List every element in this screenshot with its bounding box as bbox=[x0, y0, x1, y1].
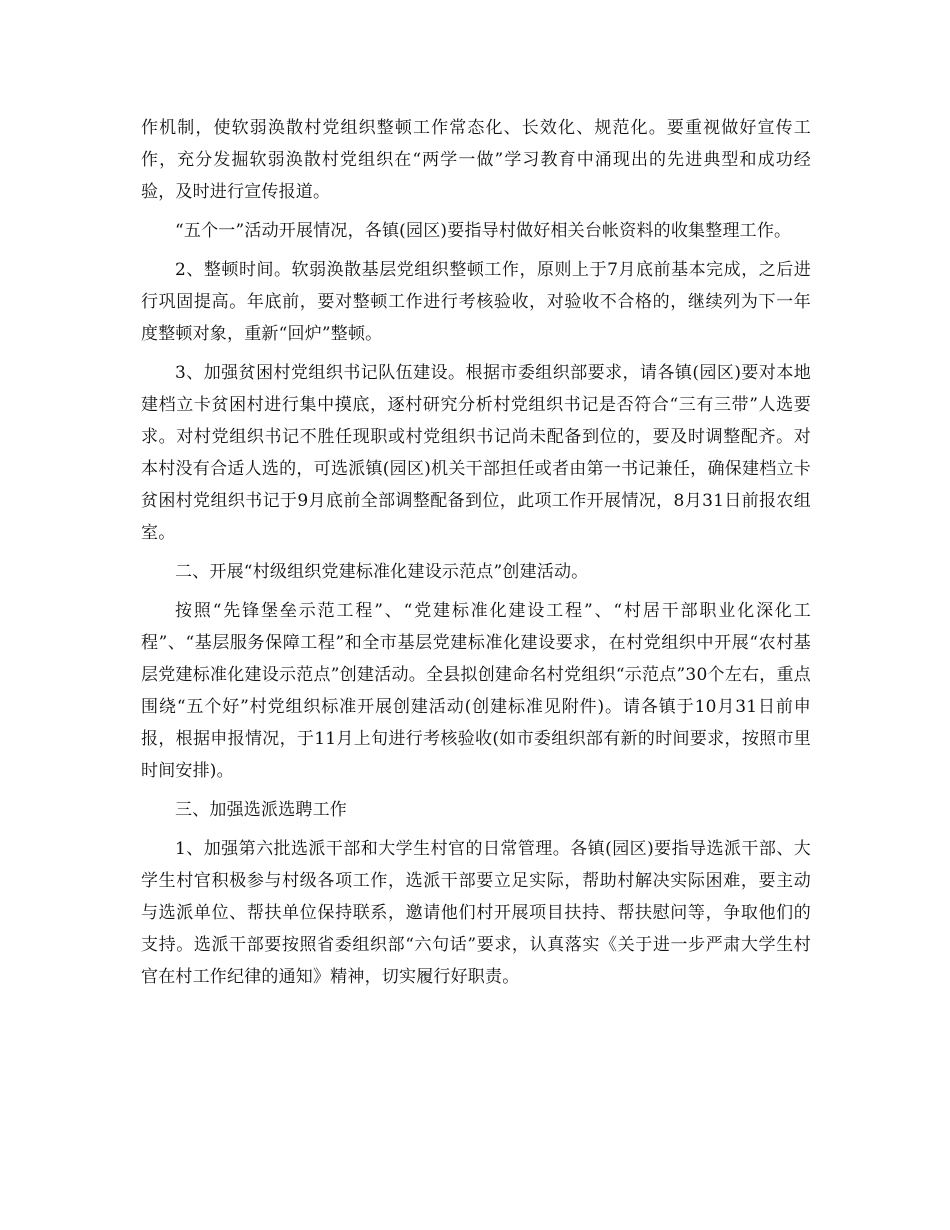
section-heading-demonstration: 二、开展“村级组织党建标准化建设示范点”创建活动。 bbox=[175, 562, 589, 582]
paragraph-continuation: 作机制，使软弱涣散村党组织整顿工作常态化、长效化、规范化。要重视做好宣传工作，充分发掘软弱涣散村党组织在“两学一做”学习教育中涌现出的先进典型和成功经验，及时进行宣传报道。 bbox=[141, 118, 811, 202]
paragraph-rectification-time: 2、整顿时间。软弱涣散基层党组织整顿工作，原则上于7月底前基本完成，之后进行巩固提高。年底前，要对整顿工作进行考核验收，对验收不合格的，继续列为下一年度整顿对象，重新“回炉”整顿。 bbox=[141, 260, 811, 344]
paragraph-five-ones: “五个一”活动开展情况，各镇(园区)要指导村做好相关台帐资料的收集整理工作。 bbox=[175, 221, 792, 241]
document-body bbox=[141, 112, 811, 1000]
section-heading-selection: 三、加强选派选聘工作 bbox=[175, 800, 347, 820]
paragraph-cadre-management: 1、加强第六批选派干部和大学生村官的日常管理。各镇(园区)要指导选派干部、大学生村官积极参与村级各项工作，选派干部要立足实际，帮助村解决实际困难，要主动与选派单位、帮扶单位保持联系，邀请他们村开展项目扶持、帮扶慰问等，争取他们的支持。选派干部要按照省委组织部“六句话”要求，认真落实《关于进一步严肃大学生村官在村工作纪律的通知》精神，切实履行好职责。 bbox=[141, 839, 811, 987]
paragraph-secretary-team: 3、加强贫困村党组织书记队伍建设。根据市委组织部要求，请各镇(园区)要对本地建档立卡贫困村进行集中摸底，逐村研究分析村党组织书记是否符合“三有三带”人选要求。对村党组织书记不胜任现职或村党组织书记尚未配备到位的，要及时调整配齐。对本村没有合适人选的，可选派镇(园区)机关干部担任或者由第一书记兼任，确保建档立卡贫困村党组织书记于9月底前全部调整配备到位，此项工作开展情况，8月31日前报农组室。 bbox=[141, 363, 811, 543]
paragraph-demonstration-details: 按照“先锋堡垒示范工程”、“党建标准化建设工程”、“村居干部职业化深化工程”、“基层服务保障工程”和全市基层党建标准化建设要求，在村党组织中开展“农村基层党建标准化建设示范点”创建活动。全县拟创建命名村党组织“示范点”30个左右，重点围绕“五个好”村党组织标准开展创建活动(创建标准见附件)。请各镇于10月31日前申报，根据申报情况，于11月上旬进行考核验收(如市委组织部有新的时间要求，按照市里时间安排)。 bbox=[141, 601, 811, 781]
